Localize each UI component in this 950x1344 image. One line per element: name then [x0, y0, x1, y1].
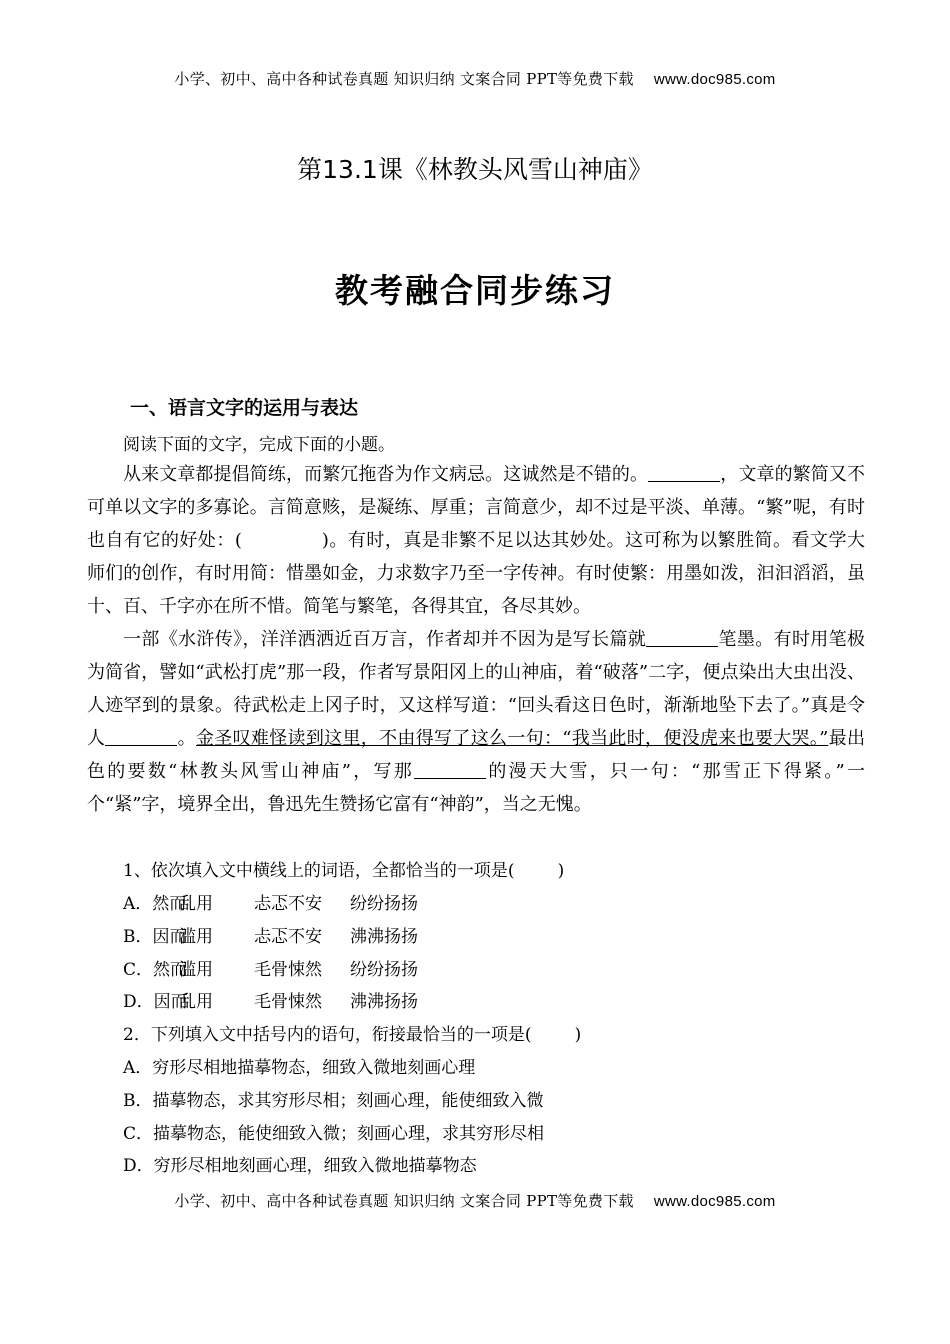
fill-blank-3 — [105, 727, 177, 746]
fill-blank-1 — [648, 463, 720, 482]
opt-letter: A．然而 — [123, 894, 187, 914]
opt-letter: B．因而 — [123, 927, 187, 947]
question-1-stem: 1、依次填入文中横线上的词语，全都恰当的一项是( ) — [123, 861, 565, 881]
q2-option-b: B．描摹物态，求其穷形尽相；刻画心理，能使细致入微 — [123, 1091, 544, 1111]
opt-word: 沸沸扬扬 — [350, 992, 418, 1012]
page-header — [0, 68, 950, 89]
passage-text: 最出色的要数“林教头风雪山神庙”，写那 — [87, 728, 866, 782]
passage-text: )。有时，真是非繁不足以达其妙处。这可称为以繁胜简。看文学大师们的创作，有时用简：惜墨如金，力求数字乃至一字传神。有时使繁：用墨如泼，汩汩滔滔，虽十、百、千字亦在所不惜。简笔与繁笔，各得其宜，各尽其妙。 — [87, 530, 865, 617]
page-footer — [0, 1190, 950, 1211]
opt-letter: C．然而 — [123, 960, 188, 980]
question-2-stem: 2．下列填入文中括号内的语句，衔接最恰当的一项是( ) — [123, 1025, 582, 1045]
underlined-sentence: 金圣叹难怪读到这里，不由得写了这么一句：“我当此时，便没虎来也要大哭。” — [195, 728, 829, 749]
footer-site[interactable]: www.doc985.com — [653, 1193, 776, 1210]
opt-word: 沸沸扬扬 — [350, 927, 418, 947]
opt-letter: D．因而 — [123, 992, 188, 1012]
fill-blank-4 — [414, 760, 486, 779]
opt-word: 忐忑不安 — [254, 894, 322, 914]
page-title: 第13.1课《林教头风雪山神庙》 — [297, 155, 653, 184]
opt-word: 滥用 — [179, 927, 213, 947]
header-text: 小学、初中、高中各种试卷真题 知识归纳 文案合同 PPT等免费下载 — [174, 70, 634, 88]
q1-option-a — [123, 889, 418, 914]
passage-text: 笔墨。有时用笔极为简省，譬如“武松打虎”那一段，作者写景阳冈上的山神庙，着“破落”二字，便点染出大虫出没、人迹罕到的景象。待武松走上冈子时，又这样写道：“回头看这日色时，渐渐地坠下去了。”真是令人 — [87, 629, 865, 749]
q1-option-c — [123, 955, 418, 980]
passage-text: ，文章的繁简又不可单以文字的多寡论。言简意赅，是凝练、厚重；言简意少，却不过是平淡、单薄。“繁”呢，有时也自有它的好处：( — [87, 464, 866, 551]
opt-word: 毛骨悚然 — [254, 992, 322, 1012]
instruction-text: 阅读下面的文字，完成下面的小题。 — [123, 435, 395, 455]
passage-text: 。 — [177, 728, 196, 749]
header-site[interactable]: www.doc985.com — [653, 71, 776, 88]
passage-paragraph-2 — [87, 623, 865, 821]
footer-text: 小学、初中、高中各种试卷真题 知识归纳 文案合同 PPT等免费下载 — [174, 1192, 634, 1210]
section-heading: 一、语言文字的运用与表达 — [130, 397, 359, 419]
opt-word: 滥用 — [179, 960, 213, 980]
passage-text: 从来文章都提倡简练，而繁冗拖沓为作文病忌。这诚然是不错的。 — [123, 464, 649, 485]
opt-word: 纷纷扬扬 — [350, 894, 418, 914]
page-subtitle: 教考融合同步练习 — [335, 271, 615, 310]
passage-text: 一部《水浒传》，洋洋洒洒近百万言，作者却并不因为是写长篇就 — [123, 629, 647, 650]
opt-word: 乱用 — [179, 894, 213, 914]
q1-option-d — [123, 987, 418, 1012]
passage-text: 的漫天大雪，只一句：“那雪正下得紧。”一个“紧”字，境界全出，鲁迅先生赞扬它富有“神韵”，当之无愧。 — [87, 761, 866, 815]
opt-word: 忐忑不安 — [254, 927, 322, 947]
opt-word: 毛骨悚然 — [254, 960, 322, 980]
opt-word: 乱用 — [179, 992, 213, 1012]
opt-word: 纷纷扬扬 — [350, 960, 418, 980]
passage-paragraph-1 — [87, 458, 865, 623]
q1-option-b — [123, 922, 418, 947]
q2-option-a: A．穷形尽相地描摹物态，细致入微地刻画心理 — [123, 1058, 476, 1078]
fill-blank-2 — [646, 628, 718, 647]
q2-option-c: C．描摹物态，能使细致入微；刻画心理，求其穷形尽相 — [123, 1124, 545, 1144]
q2-option-d: D．穷形尽相地刻画心理，细致入微地描摹物态 — [123, 1156, 477, 1176]
